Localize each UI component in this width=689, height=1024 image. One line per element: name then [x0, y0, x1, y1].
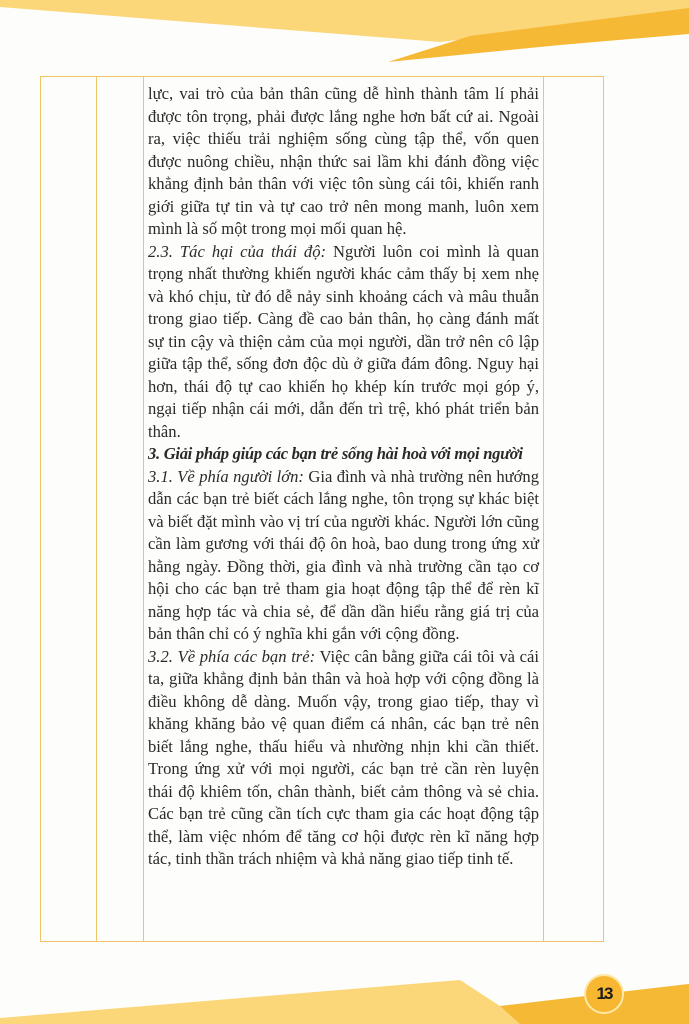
paragraph-3-2 — [148, 646, 539, 871]
paragraph-text: lực, vai trò của bản thân cũng dễ hình thành tâm lí phải được tôn trọng, phải được lắng nghe hơn bất cứ ai. Ngoài ra, việc thiếu trải nghiệm sống cùng tập thể, vốn quen được nuông chiều, nhận thức sai lầm khi đánh đồng việc khẳng định bản thân với việc tôn sùng cái tôi, khiến ranh giới giữa tự tin và tự cao trở nên mong manh, luôn xem mình là số một trong mọi mối quan hệ. — [148, 84, 539, 238]
column-divider — [96, 77, 97, 941]
paragraph-text: Người luôn coi mình là quan trọng nhất thường khiến người khác cảm thấy bị xem nhẹ và khó chịu, từ đó dễ nảy sinh khoảng cách và mâu thuẫn trong giao tiếp. Càng đề cao bản thân, họ càng đánh mất sự tin cậy và thiện cảm của mọi người, dần trở nên cô lập giữa tập thể, sống đơn độc dù ở giữa đám đông. Nguy hại hơn, thái độ tự cao khiến họ khép kín trước mọi góp ý, ngại tiếp nhận cái mới, dẫn đến trì trệ, khó phát triển bản thân. — [148, 241, 539, 441]
content-table — [40, 76, 604, 942]
section-heading: 3. Giải pháp giúp các bạn trẻ sống hài hoà với mọi người — [148, 444, 523, 463]
page-number-badge: 13 — [584, 974, 624, 1014]
column-divider — [543, 77, 544, 941]
column-divider — [143, 77, 144, 941]
section-lead: 2.3. Tác hại của thái độ: — [148, 241, 327, 261]
paragraph-2-3 — [148, 241, 539, 444]
paragraph-intro — [148, 83, 539, 241]
paragraph-text: Gia đình và nhà trường nên hướng dẫn các bạn trẻ biết cách lắng nghe, tôn trọng sự khác biệt và biết đặt mình vào vị trí của người khác. Người lớn cũng cần làm gương với thái độ ôn hoà, bao dung trong ứng xử hằng ngày. Đồng thời, gia đình và nhà trường cần tạo cơ hội cho các bạn trẻ tham gia hoạt động tập thể để rèn kĩ năng hợp tác và chia sẻ, để dần dần hiểu rằng giá trị của bản thân chỉ có ý nghĩa khi gắn với cộng đồng. — [148, 466, 539, 643]
section-lead: 3.1. Về phía người lớn: — [148, 466, 304, 486]
paragraph-3-1 — [148, 466, 539, 646]
top-decoration-banner — [0, 0, 689, 70]
paragraph-text: Việc cân bằng giữa cái tôi và cái ta, giữa khẳng định bản thân và hoà hợp với cộng đồng là điều không dễ dàng. Muốn vậy, trong giao tiếp, thay vì khăng khăng bảo vệ quan điểm cá nhân, các bạn trẻ nên biết lắng nghe, thấu hiểu và nhường nhịn khi cần thiết. Trong ứng xử với mọi người, các bạn trẻ cần rèn luyện thái độ khiêm tốn, chân thành, biết cảm thông và sẻ chia. Các bạn trẻ cũng cần tích cực tham gia các hoạt động tập thể, làm việc nhóm để tăng cơ hội được rèn kĩ năng hợp tác, tinh thần trách nhiệm và khả năng giao tiếp tinh tế. — [148, 646, 540, 868]
section-lead: 3.2. Về phía các bạn trẻ: — [148, 646, 316, 666]
content-cell — [148, 83, 539, 871]
